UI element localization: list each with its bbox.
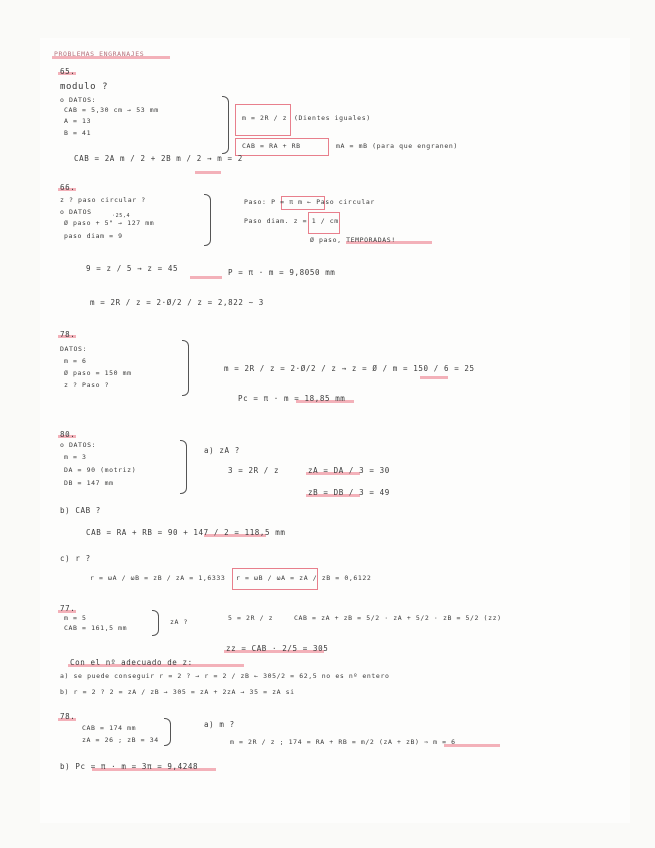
equation: r = ωB / ωA = zA / zB = 0,6122 xyxy=(236,574,372,582)
problem-number: 80. xyxy=(60,430,76,439)
equation: m = 2R / z ; 174 = RA + RB = m/2 (zA + zB) ⇒ m = 6 xyxy=(230,738,456,746)
formula: Paso: P = π m ← Paso circular xyxy=(244,198,375,206)
note: Con el nº adecuado de z: xyxy=(70,658,193,667)
equation: CAB = RA + RB = 90 + 147 / 2 = 118,5 mm xyxy=(86,528,286,537)
dato-item: Ø paso = 150 mm xyxy=(64,369,132,377)
dato-item: paso diam = 9 xyxy=(64,232,123,240)
dato-item: DA = 90 (motriz) xyxy=(64,466,137,474)
formula: CAB = RA + RB xyxy=(242,142,301,150)
formula-note: (Dientes iguales) xyxy=(294,114,371,122)
dato-item: CAB = 161,5 mm xyxy=(64,624,128,632)
problem-number: 78. xyxy=(60,712,76,721)
equation: zz = CAB · 2/5 = 305 xyxy=(226,644,329,653)
dato-item: Ø paso + 5" → 127 mm xyxy=(64,219,155,227)
dato-item: zA = 26 ; zB = 34 xyxy=(82,736,159,744)
equation: CAB = 2A m / 2 + 2B m / 2 → m = 2 xyxy=(74,154,243,163)
equation: P = π · m = 9,8050 mm xyxy=(228,268,336,277)
brace xyxy=(152,610,159,636)
sub-question: b) CAB ? xyxy=(60,506,101,515)
highlight xyxy=(420,376,448,379)
dato-item: CAB = 5,30 cm → 53 mm xyxy=(64,106,159,114)
equation: m = 2R / z = 2·Ø/2 / z → z = Ø / m = 150 / 6 = 25 xyxy=(224,364,475,373)
brace xyxy=(180,440,187,494)
formula-note: Ø paso, TEMPORADAS! xyxy=(310,236,396,244)
datos-label: o DATOS: xyxy=(60,96,97,104)
dato-item: m = 6 xyxy=(64,357,87,365)
brace xyxy=(222,96,229,154)
dato-item: z ? Paso ? xyxy=(64,381,110,389)
page-title: PROBLEMAS ENGRANAJES xyxy=(54,50,145,58)
formula: m = 2R / z xyxy=(242,114,288,122)
equation: 9 = z / 5 → z = 45 xyxy=(86,264,179,273)
problem-number: 66. xyxy=(60,183,76,192)
formula-note: mA = mB (para que engranen) xyxy=(336,142,458,150)
equation: zA = DA / 3 = 30 xyxy=(308,466,390,475)
equation: Pc = π · m = 18,85 mm xyxy=(238,394,346,403)
question: zA ? xyxy=(170,618,189,626)
sub-question: b) r = 2 ? 2 = zA / zB → 305 = zA + 2zA → 35 = zA si xyxy=(60,688,295,696)
problem-number: 78. xyxy=(60,330,76,339)
dato-item: A = 13 xyxy=(64,117,92,125)
datos-label: o DATOS xyxy=(60,208,92,216)
equation: r = ωA / ωB = zB / zA = 1,6333 xyxy=(90,574,226,582)
question: z ? paso circular ? xyxy=(60,196,146,204)
brace xyxy=(182,340,189,396)
dato-item: DB = 147 mm xyxy=(64,479,114,487)
sub-question: a) se puede conseguir r = 2 ? → r = 2 / zB ← 305/2 = 62,5 no es nº entero xyxy=(60,672,390,680)
brace xyxy=(164,718,171,746)
equation: m = 2R / z = 2·Ø/2 / z = 2,822 ~ 3 xyxy=(90,298,264,307)
dato-item: m = 3 xyxy=(64,453,87,461)
annotation: ·25,4 xyxy=(112,213,131,219)
equation: 5 = 2R / z xyxy=(228,614,274,622)
question: modulo ? xyxy=(60,82,109,92)
sub-question: a) m ? xyxy=(204,720,235,729)
dato-item: CAB = 174 mm xyxy=(82,724,137,732)
highlight xyxy=(190,276,222,279)
formula: Paso diam. z = 1 / cm xyxy=(244,217,339,225)
dato-item: m = 5 xyxy=(64,614,87,622)
dato-item: B = 41 xyxy=(64,129,92,137)
datos-label: DATOS: xyxy=(60,345,88,353)
sub-question: b) Pc = π · m = 3π = 9,4248 xyxy=(60,762,199,771)
problem-number: 65. xyxy=(60,67,76,76)
problem-number: 77. xyxy=(60,604,76,613)
sub-question: c) r ? xyxy=(60,554,91,563)
equation: CAB = zA + zB = 5/2 · zA + 5/2 · zB = 5/2 (zz) xyxy=(294,614,502,622)
brace xyxy=(204,194,211,246)
datos-label: o DATOS: xyxy=(60,441,97,449)
sub-question: a) zA ? xyxy=(204,446,240,455)
highlight xyxy=(195,171,221,174)
equation: zB = DB / 3 = 49 xyxy=(308,488,390,497)
equation: 3 = 2R / z xyxy=(228,466,280,475)
